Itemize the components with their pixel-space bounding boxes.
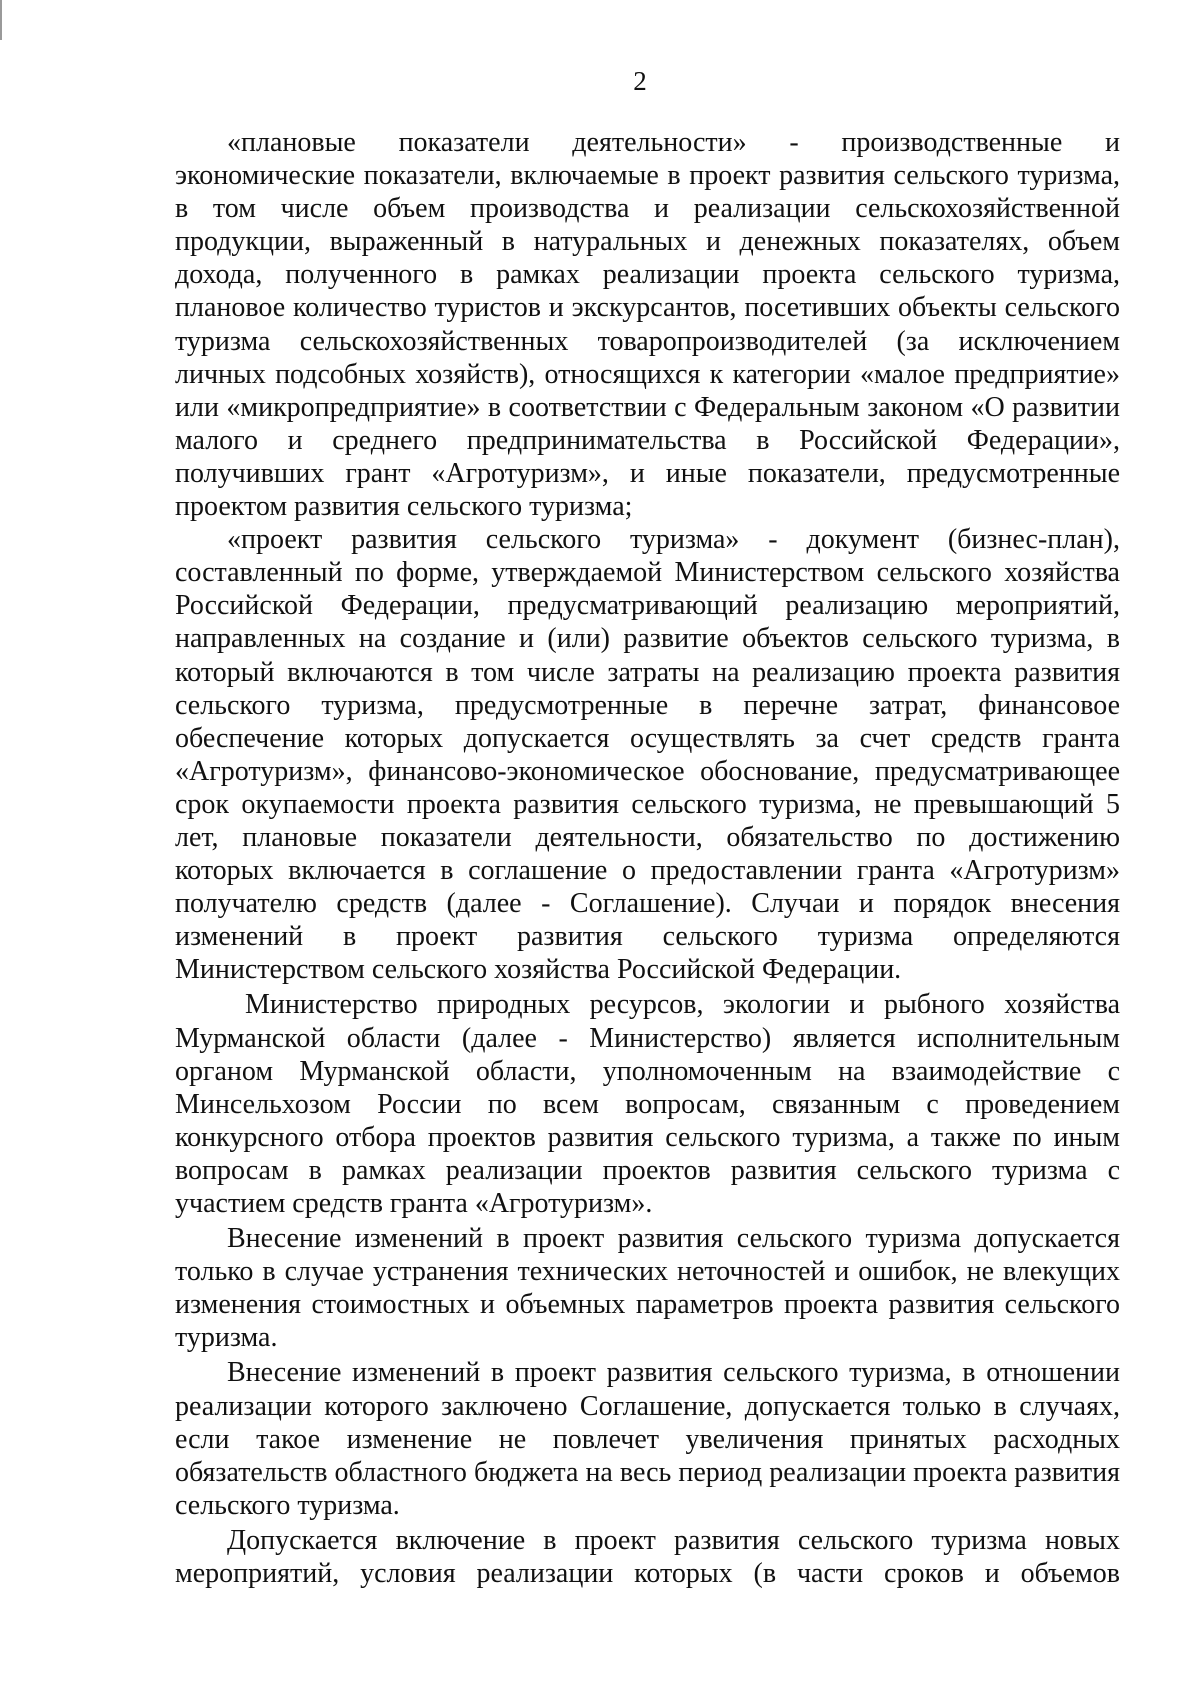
paragraph-changes-technical: Внесение изменений в проект развития сельского туризма допускается только в случае устранения технических неточностей и ошибок, не влекущих изменения стоимостных и объемных параметров проекта развития сельского туризма. [175, 1223, 1120, 1354]
paragraph-new-measures: Допускается включение в проект развития сельского туризма новых мероприятий, условия реализации которых (в части сроков и объемов [175, 1524, 1120, 1590]
scan-edge-mark [0, 0, 2, 40]
paragraph-planned-indicators: «плановые показатели деятельности» - производственные и экономические показатели, включаемые в проект развития сельского туризма, в том числе объем производства и реализации сельскохозяйственной продукции, выраженный в натуральных и денежных показателях, объем дохода, полученного в рамках реализации проекта сельского туризма, плановое количество туристов и экскурсантов, посетивших объекты сельского туризма сельскохозяйственных товаропроизводителей (за исключением личных подсобных хозяйств), относящихся к категории «малое предприятие» или «микропредприятие» в соответствии с Федеральным законом «О развитии малого и среднего предпринимательства в Российской Федерации», получивших грант «Агротуризм», и иные показатели, предусмотренные проектом развития сельского туризма; [175, 127, 1120, 523]
page-number: 2 [633, 66, 647, 96]
document-body [175, 126, 1120, 1590]
paragraph-tourism-project-definition: «проект развития сельского туризма» - документ (бизнес-план), составленный по форме, утверждаемой Министерством сельского хозяйства Российской Федерации, предусматривающий реализацию мероприятий, направленных на создание и (или) развитие объектов сельского туризма, в который включаются в том числе затраты на реализацию проекта развития сельского туризма, предусмотренные в перечне затрат, финансовое обеспечение которых допускается осуществлять за счет средств гранта «Агротуризм», финансово-экономическое обоснование, предусматривающее срок окупаемости проекта развития сельского туризма, не превышающий 5 лет, плановые показатели деятельности, обязательство по достижению которых включается в соглашение о предоставлении гранта «Агротуризм» получателю средств (далее - Соглашение). Случаи и порядок внесения изменений в проект развития сельского туризма определяются Министерством сельского хозяйства Российской Федерации. [175, 524, 1120, 986]
paragraph-changes-agreement: Внесение изменений в проект развития сельского туризма, в отношении реализации которого заключено Соглашение, допускается только в случаях, если такое изменение не повлечет увеличения принятых расходных обязательств областного бюджета на весь период реализации проекта развития сельского туризма. [175, 1357, 1120, 1521]
paragraph-ministry-role: Министерство природных ресурсов, экологии и рыбного хозяйства Мурманской области (далее - Министерство) является исполнительным органом Мурманской области, уполномоченным на взаимодействие с Минсельхозом России по всем вопросам, связанным с проведением конкурсного отбора проектов развития сельского туризма, а также по иным вопросам в рамках реализации проектов развития сельского туризма с участием средств гранта «Агротуризм». [175, 989, 1120, 1219]
